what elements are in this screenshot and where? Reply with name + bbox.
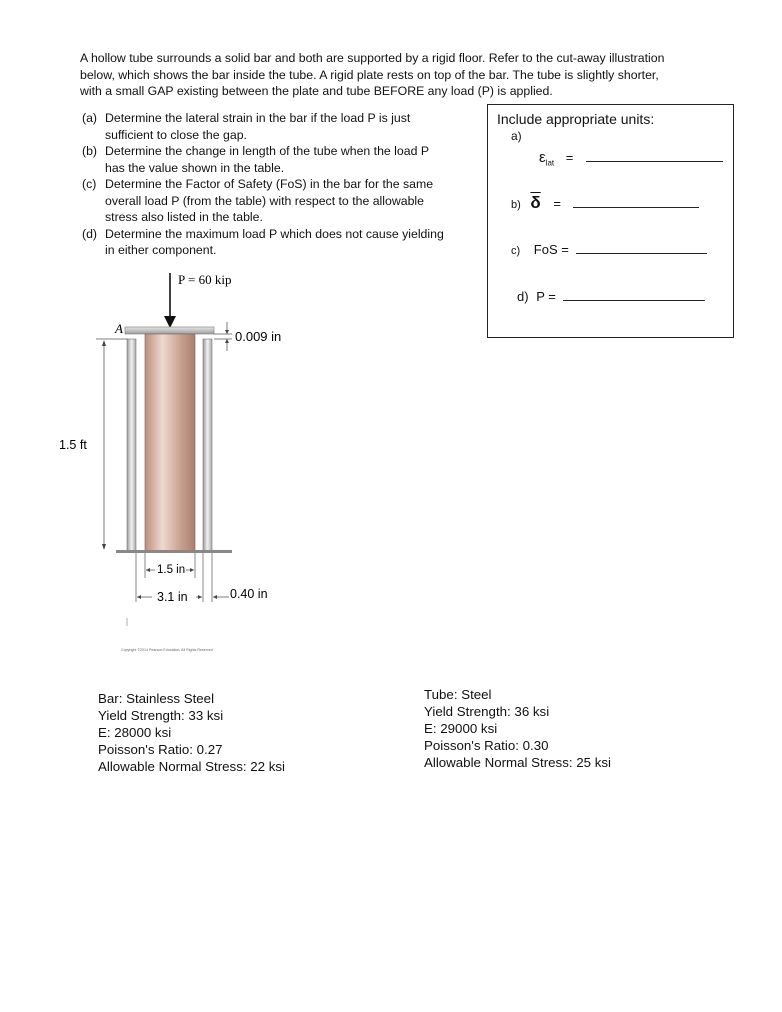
- tube-wall-right: [203, 339, 212, 551]
- bar-properties: [98, 690, 285, 775]
- lateral-strain-symbol: ε: [539, 149, 546, 166]
- gap-arrow-head: [225, 330, 229, 334]
- answer-b-label: b): [511, 199, 521, 211]
- equals-sign: =: [553, 196, 561, 211]
- rigid-floor: [116, 550, 232, 553]
- question-label: (a): [82, 111, 98, 125]
- bar-dim-arrow: [146, 568, 150, 572]
- tube-properties: [424, 686, 611, 771]
- answer-c-label: c): [511, 245, 521, 257]
- question-a: [82, 110, 477, 143]
- intro-line-3: with a small GAP existing between the plate and tube BEFORE any load (P) is applied.: [80, 84, 553, 99]
- question-label: (b): [82, 144, 98, 158]
- question-text: Determine the lateral strain in the bar if the load P is just: [105, 111, 411, 125]
- tube-modulus: E: 29000 ksi: [424, 721, 498, 736]
- bar-modulus: E: 28000 ksi: [98, 725, 172, 740]
- tube-poisson: Poisson's Ratio: 0.30: [424, 738, 549, 753]
- tube-bar-figure: [0, 260, 782, 660]
- answer-d-label: d): [517, 289, 529, 304]
- bar-diameter-label: 1.5 in: [157, 564, 186, 576]
- fos-label: FoS =: [533, 242, 569, 257]
- answer-a-label: a): [511, 129, 522, 143]
- tube-yield-strength: Yield Strength: 36 ksi: [424, 704, 550, 719]
- answer-b-row: [511, 193, 699, 213]
- answer-b-blank[interactable]: [573, 207, 699, 208]
- question-text: has the value shown in the table.: [105, 160, 285, 175]
- load-label-text: P = 60 kip: [178, 272, 232, 287]
- answer-a-row: [539, 149, 723, 168]
- height-label: 1.5 ft: [59, 438, 87, 452]
- intro-line-1: A hollow tube surrounds a solid bar and both are supported by a rigid floor. Refer to the cut-away illustration: [80, 51, 665, 65]
- question-text: overall load P (from the table) with respect to the allowable: [105, 193, 424, 208]
- question-text: stress also listed in the table.: [105, 210, 263, 224]
- rigid-plate: [125, 327, 214, 334]
- wall-dim-arrow: [213, 595, 217, 599]
- gap-arrow-head: [225, 339, 229, 343]
- question-b: [82, 143, 477, 176]
- bar-yield-strength: Yield Strength: 33 ksi: [98, 708, 224, 723]
- question-text: sufficient to close the gap.: [105, 127, 247, 142]
- copyright-text: Copyright ©2014 Pearson Education, All Rights Reserved: [121, 648, 213, 652]
- delta-symbol: $\overline{\delta}$: [530, 193, 541, 212]
- point-a-label: A: [115, 321, 123, 336]
- bar-allowable-stress: Allowable Normal Stress: 22 ksi: [98, 759, 285, 774]
- equals-sign: =: [565, 150, 574, 165]
- bar-dim-arrow: [190, 568, 194, 572]
- question-label: (d): [82, 226, 98, 241]
- load-arrow-head: [164, 316, 176, 328]
- tube-material: Tube: Steel: [424, 687, 492, 702]
- tube-dim-arrow: [137, 595, 141, 599]
- bar-material: Bar: Stainless Steel: [98, 691, 215, 706]
- tube-allowable-stress: Allowable Normal Stress: 25 ksi: [424, 755, 611, 770]
- problem-intro: [80, 50, 730, 100]
- tube-wall-left: [127, 339, 136, 551]
- question-text: Determine the Factor of Safety (FoS) in the bar for the same: [105, 177, 434, 191]
- question-text: Determine the maximum load P which does not cause yielding: [105, 226, 444, 241]
- question-d: [82, 226, 477, 259]
- gap-label: 0.009 in: [235, 329, 282, 344]
- solid-bar: [145, 334, 195, 551]
- load-label: P =: [536, 289, 556, 304]
- question-text: Determine the change in length of the tube when the load P: [105, 144, 430, 158]
- question-c: [82, 176, 477, 226]
- answer-c-row: [511, 242, 707, 257]
- tube-dim-arrow: [198, 595, 202, 599]
- wall-thickness-label: 0.40 in: [230, 587, 268, 601]
- answer-c-blank[interactable]: [576, 253, 707, 254]
- answer-a-blank[interactable]: [586, 161, 723, 162]
- question-text: in either component.: [105, 243, 217, 257]
- height-arrow-head: [102, 340, 106, 346]
- tube-diameter-label: 3.1 in: [157, 590, 188, 604]
- lateral-strain-subscript: lat: [545, 158, 555, 168]
- bar-poisson: Poisson's Ratio: 0.27: [98, 742, 223, 757]
- question-list: [82, 110, 477, 259]
- question-label: (c): [82, 177, 97, 191]
- height-arrow-head: [102, 544, 106, 550]
- intro-line-2: below, which shows the bar inside the tube. A rigid plate rests on top of the bar. The tube is slightly shorter,: [80, 67, 659, 82]
- answer-box-title: Include appropriate units:: [497, 111, 655, 127]
